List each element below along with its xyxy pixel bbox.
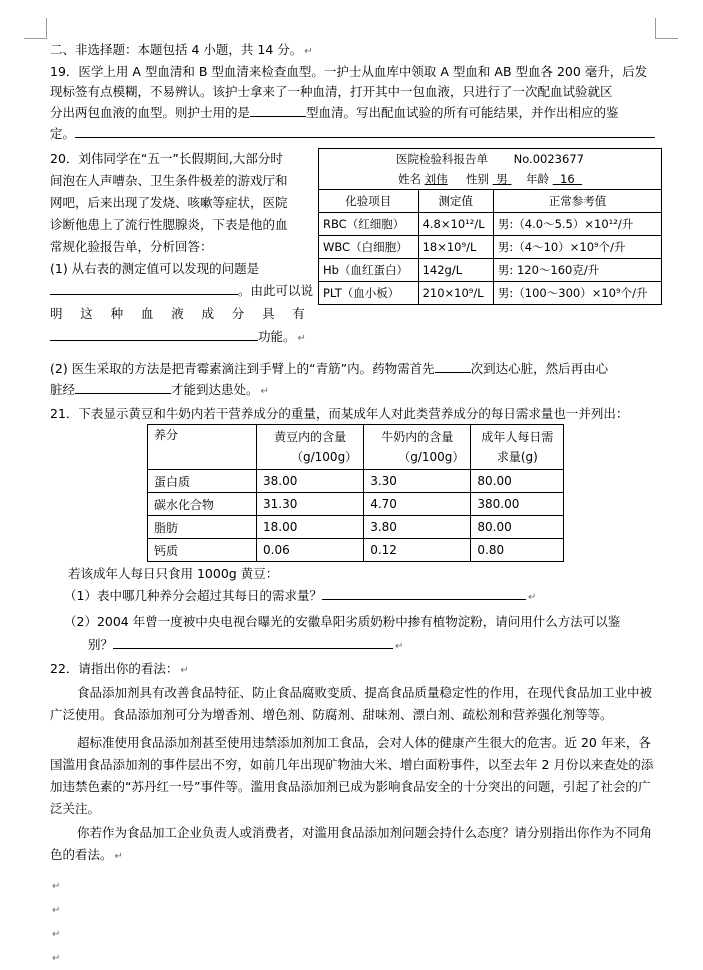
report-header-row: 化验项目 测定值 正常参考值 — [319, 190, 661, 213]
q20-text: 20．刘伟同学在“五一”长假期间,大部分时 — [50, 151, 283, 166]
document-page — [50, 40, 655, 970]
q20-part1: 。由此可以说 — [50, 280, 308, 302]
lab-report — [318, 148, 662, 305]
answer-blank[interactable] — [322, 585, 526, 600]
table-row: 蛋白质 38.00 3.30 80.00 — [148, 470, 564, 493]
table-row: 碳水化合物 31.30 4.70 380.00 — [148, 493, 564, 516]
q22-paragraph: 超标准使用食品添加剂甚至使用违禁添加剂加工食品，会对人体的健康产生很大的危害。近 20 年来，各国滥用食品添加剂的事件层出不穷，如前几年出现矿物油大米、增白面粉事件，以至去年 2 月份以来查处的添加违禁色素的“苏丹红一号”事件等。滥用食品添加剂已成为影响食品安全的十分突出的问题，引起了社会的广泛关注。 — [50, 735, 654, 816]
answer-blank[interactable] — [75, 379, 171, 394]
empty-paragraphs: ↵ ↵ ↵ ↵ — [52, 881, 61, 964]
q20-text: 间泡在人声嘈杂、卫生条件极差的游戏厅和 — [50, 173, 288, 188]
q20-part2: (2) 医生采取的方法是把青霉素滴注到手臂上的“青筋”内。药物需首先 次到达心脏，然后再由心 — [50, 358, 655, 379]
q20-part1-spaced: 明 这 种 血 液 成 分 具 有 — [50, 306, 305, 321]
q22-title: 22．请指出你的看法： ↵ — [50, 661, 189, 676]
q20-text: 常规化验报告单，分析回答： — [50, 239, 213, 254]
q20-part2: 脏经 才能到达患处。 ↵ — [50, 379, 655, 402]
q22-paragraph: 你若作为食品加工企业负责人或消费者，对滥用食品添加剂问题会持什么态度？请分别指出你作为不同角色的看法。 ↵ — [50, 825, 653, 862]
table-row: PLT（血小板） 210×10⁹/L 男:（100～300）×10⁹个/升 — [319, 282, 661, 305]
q20-part1: 功能。 ↵ — [50, 326, 308, 350]
q21-sub1: （1）表中哪几种养分会超过其每日的需求量？ ↵ — [50, 584, 655, 610]
q22-paragraph: 食品添加剂具有改善食品特征、防止食品腐败变质、提高食品质量稳定性的作用，在现代食品加工业中被广泛使用。食品添加剂可分为增香剂、增色剂、防腐剂、甜味剂、漂白剂、疏松剂和营养强化剂等等。 — [50, 685, 653, 722]
q21-condition: 若该成年人每日只食用 1000g 黄豆： — [68, 566, 279, 581]
nutrition-table — [147, 424, 564, 562]
answer-blank[interactable] — [435, 358, 471, 373]
table-row: 脂肪 18.00 3.80 80.00 — [148, 516, 564, 539]
report-title-row: 医院检验科报告单 No.0023677 — [396, 152, 584, 166]
table-row: WBC（白细胞） 18×10⁹/L 男:（4～10）×10⁹个/升 — [319, 236, 661, 259]
table-row: RBC（红细胞） 4.8×10¹²/L 男:（4.0～5.5）×10¹²/升 — [319, 213, 661, 236]
q19-text: 分出两包血液的血型。则护士用的是 型血清。写出配血试验的所有可能结果，并作出相应的鉴 — [50, 102, 655, 123]
answer-blank[interactable] — [250, 102, 306, 117]
q20-text: 诊断他患上了流行性腮腺炎，下表是他的血 — [50, 217, 288, 232]
q21-sub2: 别？ ↵ — [50, 634, 655, 658]
q21-sub2: （2）2004 年曾一度被中央电视台曝光的安徽阜阳劣质奶粉中掺有植物淀粉，请问用什么方法可以鉴 — [64, 614, 621, 629]
nutrition-header-row: 养分 黄豆内的含量 （g/100g） 牛奶内的含量 （g/100g） 成年人每日需 求量(g) — [148, 425, 564, 470]
q20-part1: (1) 从右表的测定值可以发现的问题是 — [50, 261, 260, 276]
report-patient-row: 姓名 刘伟 性别 男 年龄 16 — [398, 172, 575, 186]
q21-intro: 21．下表显示黄豆和牛奶内若干营养成分的重量，而某成年人对此类营养成分的每日需求量也一并列出： — [50, 406, 629, 421]
answer-blank[interactable] — [75, 123, 655, 138]
page-corner-mark — [655, 18, 678, 39]
report-table — [319, 189, 661, 304]
q19-text: 现标签有点模糊，不易辨认。该护士拿来了一种血清，打开其中一包血液，只进行了一次配血试验就区 — [50, 84, 613, 99]
section-heading: 二、非选择题：本题包括 4 小题，共 14 分。 ↵ — [50, 42, 313, 57]
question-19 — [50, 62, 655, 144]
answer-blank[interactable] — [50, 326, 258, 341]
answer-blank[interactable] — [113, 634, 393, 649]
answer-blank[interactable] — [50, 280, 238, 295]
table-row: 钙质 0.06 0.12 0.80 — [148, 539, 564, 562]
table-row: Hb（血红蛋白） 142g/L 男: 120～160克/升 — [319, 259, 661, 282]
q19-text: 定。 — [50, 123, 655, 144]
page-corner-mark — [24, 18, 47, 39]
question-20 — [50, 148, 655, 358]
q20-text: 网吧，后来出现了发烧、咳嗽等症状，医院 — [50, 195, 288, 210]
q19-text: 19．医学上用 A 型血清和 B 型血清来检查血型。一护士从血库中领取 A 型血和 AB 型血各 200 毫升，后发 — [50, 64, 648, 79]
